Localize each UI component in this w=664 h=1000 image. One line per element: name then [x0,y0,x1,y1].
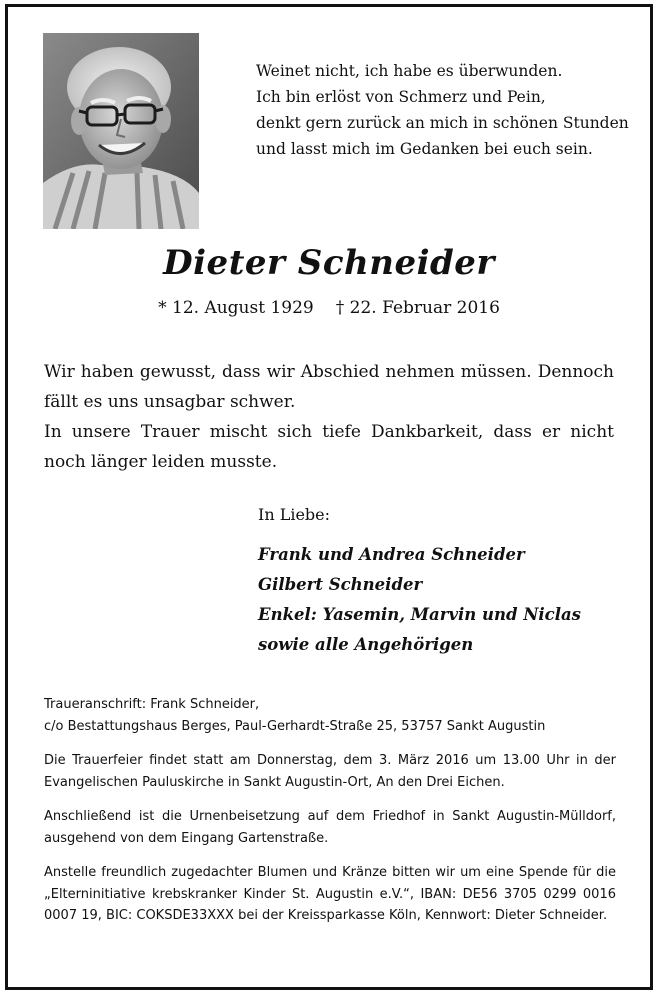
intro-paragraph: In unsere Trauer mischt sich tiefe Dankbarkeit, dass er nicht noch länger leiden musste. [44,422,614,472]
mourners-list [258,540,581,660]
portrait-photo [43,33,199,229]
poem-line: und lasst mich im Gedanken bei euch sein. [256,140,593,158]
birth-date: * 12. August 1929 [158,298,314,318]
burial-info: Anschließend ist die Urnenbeisetzung auf dem Friedhof in Sankt Augustin-Mülldorf, ausgehend von dem Eingang Gartenstraße. [44,809,616,846]
funeral-service-info: Die Trauerfeier findet statt am Donnerstag, dem 3. März 2016 um 13.00 Uhr in der Evangelischen Pauluskirche in Sankt Augustin-Ort, An den Drei Eichen. [44,753,616,790]
funeral-info [44,681,616,940]
mourner-name: Frank und Andrea Schneider [258,545,525,564]
address-line: c/o Bestattungshaus Berges, Paul-Gerhardt-Straße 25, 53757 Sankt Augustin [44,718,546,734]
poem-line: denkt gern zurück an mich in schönen Stunden [256,114,629,132]
deceased-name: Dieter Schneider [163,243,495,283]
poem-line: Ich bin erlöst von Schmerz und Pein, [256,88,546,106]
death-date: † 22. Februar 2016 [335,298,500,318]
address-line: Traueranschrift: Frank Schneider, [44,697,260,712]
intro-text [44,357,614,477]
mourners-label: In Liebe: [258,505,331,524]
mourner-name: Enkel: Yasemin, Marvin und Niclas [258,605,581,624]
mourner-name: sowie alle Angehörigen [258,635,474,654]
memorial-poem [256,58,629,162]
donation-info: Anstelle freundlich zugedachter Blumen und Kränze bitten wir um eine Spende für die „Elterninitiative krebskranker Kinder St. Augustin e.V.“, IBAN: DE56 3705 0299 0016 0007 19, BIC: COKSDE33XXX bei der Kreissparkasse Köln, Kennwort: Dieter Schneider. [44,865,616,923]
poem-line: Weinet nicht, ich habe es überwunden. [256,62,563,80]
life-dates [0,298,658,318]
intro-paragraph: Wir haben gewusst, dass wir Abschied nehmen müssen. Dennoch fällt es uns unsagbar schwer. [44,362,614,412]
mourner-name: Gilbert Schneider [258,575,423,594]
